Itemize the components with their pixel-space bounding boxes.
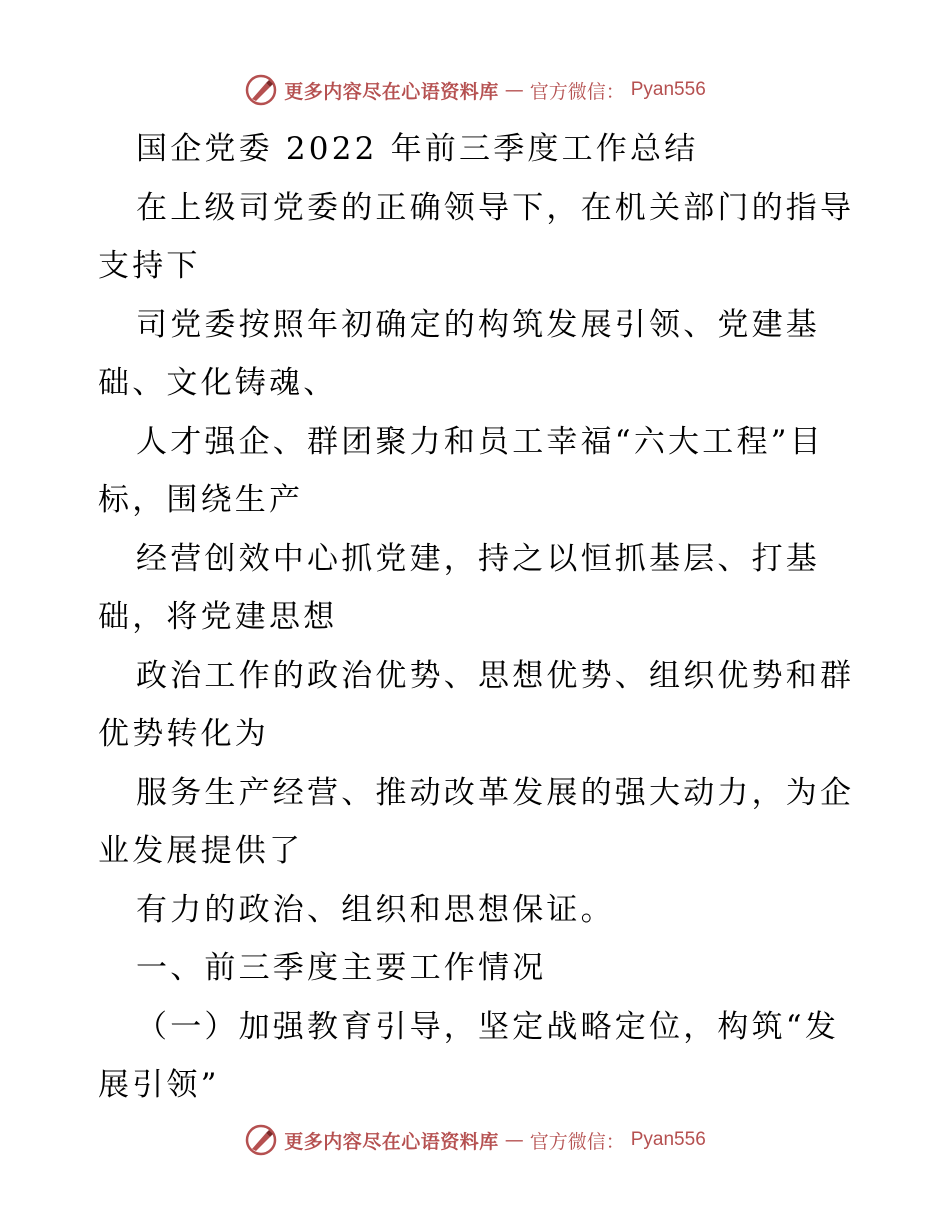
pen-logo-icon	[244, 1123, 278, 1157]
paragraph: 政治工作的政治优势、思想优势、组织优势和群优势转化为	[98, 657, 855, 752]
watermark-contact-id: Pyan556	[630, 1129, 706, 1150]
subsection-heading: （一）加强教育引导，坚定战略定位，构筑“发展引领”	[98, 1008, 840, 1103]
section-heading: 一、前三季度主要工作情况	[136, 950, 547, 986]
watermark-text: 更多内容尽在心语资料库	[284, 1130, 499, 1153]
paragraph: 有力的政治、组织和思想保证。	[136, 891, 615, 928]
watermark-text: 更多内容尽在心语资料库	[284, 80, 499, 103]
watermark-contact-label: 官方微信：	[529, 80, 625, 103]
paragraph: 司党委按照年初确定的构筑发展引领、党建基础、文化铸魂、	[98, 306, 820, 401]
paragraph: 在上级司党委的正确领导下，在机关部门的指导支持下	[98, 189, 855, 284]
document-body	[98, 120, 858, 1115]
paragraph: 经营创效中心抓党建，持之以恒抓基层、打基础，将党建思想	[98, 540, 820, 635]
header-watermark	[0, 70, 950, 110]
watermark-separator: —	[504, 1129, 524, 1151]
paragraph: 服务生产经营、推动改革发展的强大动力，为企业发展提供了	[98, 774, 855, 869]
watermark-contact-id: Pyan556	[630, 79, 706, 100]
paragraph: 人才强企、群团聚力和员工幸福“六大工程”目标，围绕生产	[98, 423, 824, 518]
watermark-contact-label: 官方微信：	[529, 1130, 625, 1153]
footer-watermark	[0, 1120, 950, 1160]
pen-logo-icon	[244, 73, 278, 107]
watermark-separator: —	[504, 79, 524, 101]
document-title: 国企党委 2022 年前三季度工作总结	[136, 131, 699, 167]
